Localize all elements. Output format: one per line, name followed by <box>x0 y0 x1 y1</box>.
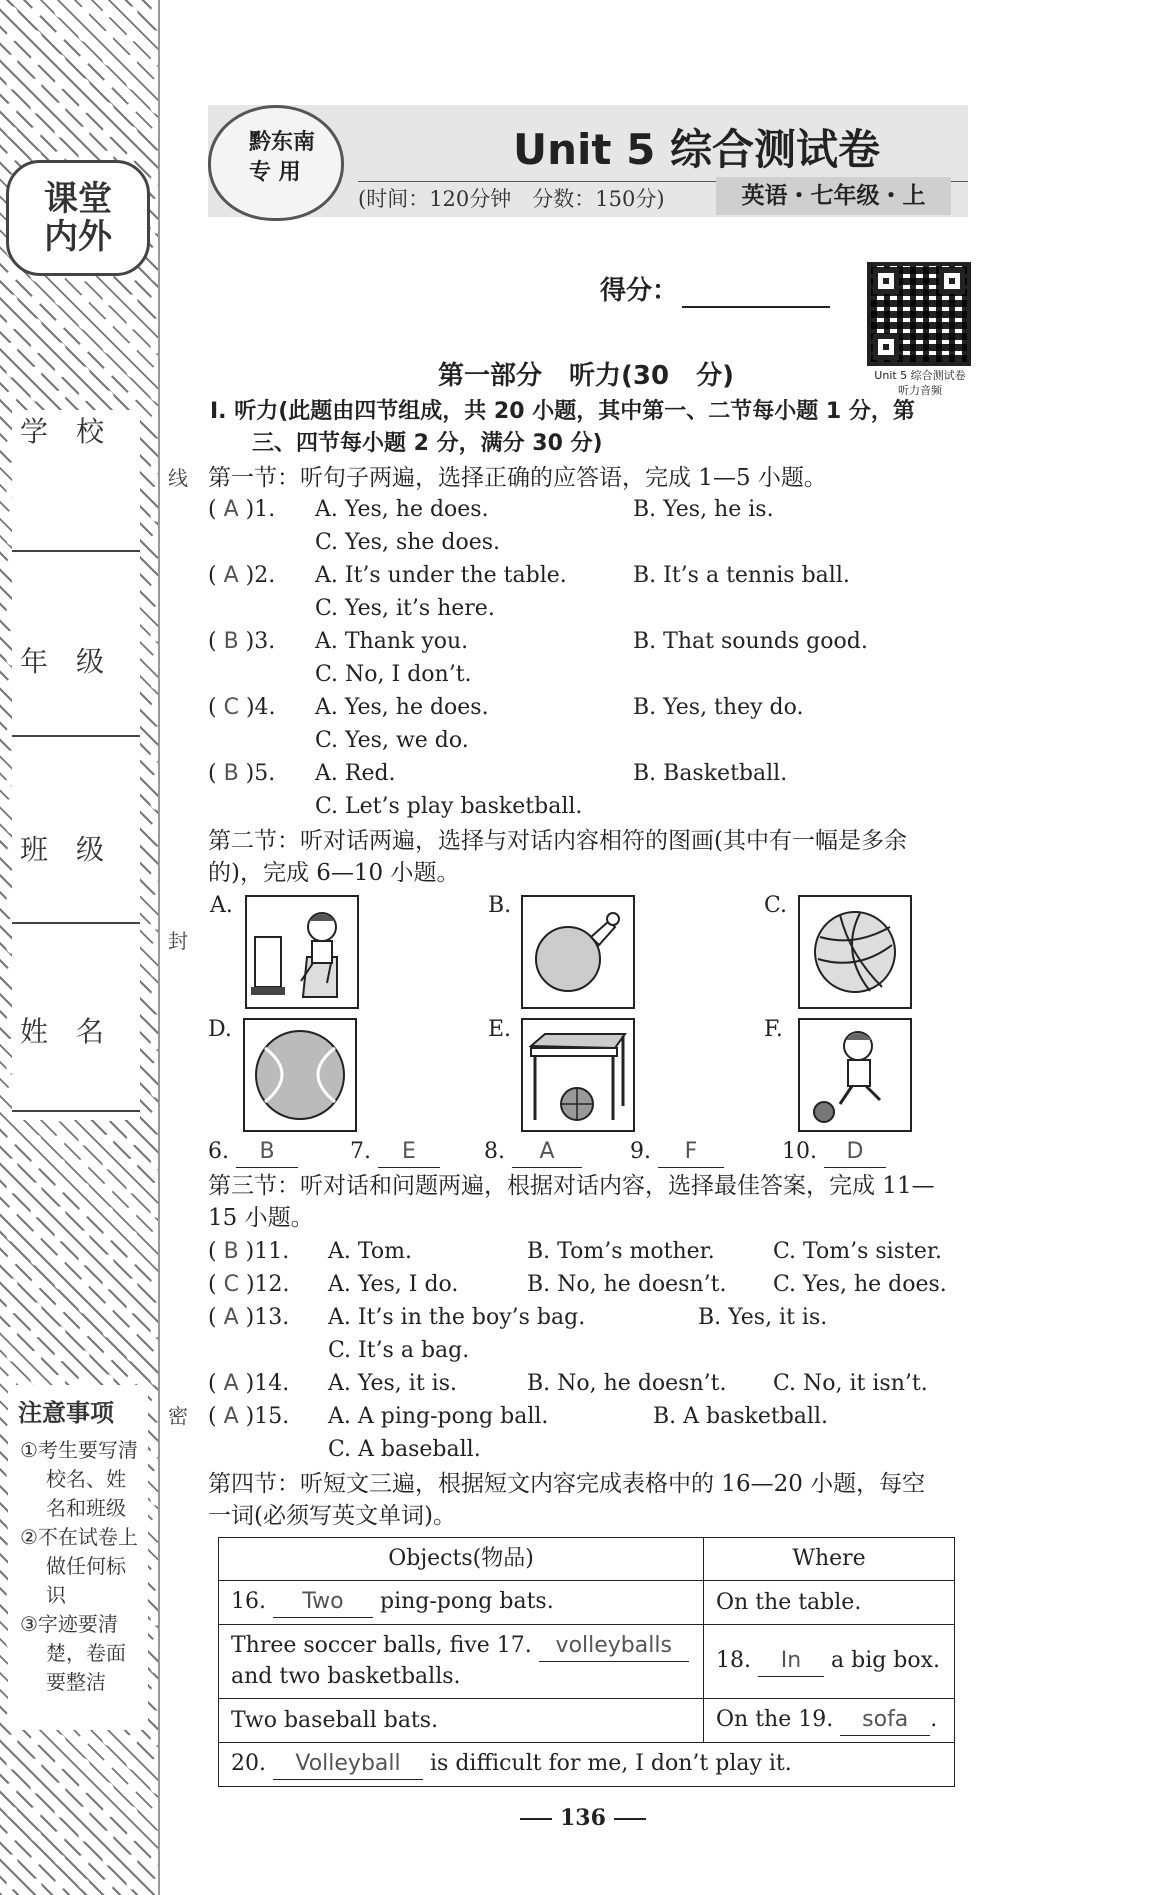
s2-heading-line-2: 的)，完成 6—10 小题。 <box>208 860 460 886</box>
notes-panel <box>8 1385 148 1730</box>
part-title: 第一部分 听力(30 分) <box>438 361 735 391</box>
answer-18-blank[interactable]: In <box>758 1646 824 1677</box>
q11-option-b: B. Tom’s mother. <box>527 1239 715 1264</box>
qr-code[interactable] <box>867 262 971 366</box>
r18-num: 18. <box>716 1648 751 1673</box>
table-row <box>219 1699 955 1743</box>
r17-text-1: Three soccer balls, five 17. <box>231 1633 532 1658</box>
q5-option-c: C. Let’s play basketball. <box>315 794 583 819</box>
q2-option-c: C. Yes, it’s here. <box>315 596 495 621</box>
brand-logo <box>6 160 150 276</box>
question-15: ( A )15. <box>208 1404 290 1429</box>
q13-option-c: C. It’s a bag. <box>328 1338 470 1363</box>
q3-option-c: C. No, I don’t. <box>315 662 472 687</box>
soccer-boy-icon <box>800 1020 910 1130</box>
row18-where <box>704 1625 955 1699</box>
answer-13: A <box>223 1305 239 1330</box>
s1-heading: 第一节：听句子两遍，选择正确的应答语，完成 1—5 小题。 <box>208 465 827 491</box>
qr-caption-line-2: 听力音频 <box>898 384 942 397</box>
s2-heading-line-1: 第二节：听对话两遍，选择与对话内容相符的图画(其中有一幅是多余 <box>208 828 907 854</box>
q14-option-a: A. Yes, it is. <box>328 1371 457 1396</box>
q1-option-c: C. Yes, she does. <box>315 530 501 555</box>
tennis-ball-icon <box>245 1020 355 1130</box>
q5-option-b: B. Basketball. <box>633 761 788 786</box>
r20-text: is difficult for me, I don’t play it. <box>430 1751 792 1776</box>
objects-table <box>218 1537 955 1787</box>
note-item: ③字迹要清楚，卷面要整洁 <box>20 1612 126 1694</box>
answer-1: A <box>223 497 239 522</box>
q12-option-c: C. Yes, he does. <box>773 1272 947 1297</box>
a10-blank[interactable]: D <box>824 1137 886 1168</box>
q2-option-b: B. It’s a tennis ball. <box>633 563 850 588</box>
table-row <box>219 1581 955 1625</box>
q15-num: )15. <box>245 1404 290 1429</box>
question-5: ( B )5. <box>208 761 276 786</box>
score-field <box>600 270 830 308</box>
q4-num: )4. <box>245 695 276 720</box>
a8-blank[interactable]: A <box>512 1137 582 1168</box>
name-line[interactable] <box>12 1110 140 1112</box>
q1-option-a: A. Yes, he does. <box>315 497 489 522</box>
a9-num: 9. <box>630 1139 651 1164</box>
answer-20-blank[interactable]: Volleyball <box>273 1749 423 1780</box>
a10-num: 10. <box>782 1139 817 1164</box>
region-badge <box>208 105 344 221</box>
answer-14: A <box>223 1371 239 1396</box>
picture-b-ping-pong-bat[interactable] <box>521 895 635 1009</box>
q3-option-a: A. Thank you. <box>315 629 469 654</box>
q14-num: )14. <box>245 1371 290 1396</box>
answer-15: A <box>223 1404 239 1429</box>
binding-mark-line: 线 <box>168 466 188 490</box>
badge-line-2: 专 用 <box>249 160 301 185</box>
r17-text-2: and two basketballs. <box>231 1664 461 1689</box>
answer-16-blank[interactable]: Two <box>273 1587 373 1618</box>
q4-option-a: A. Yes, he does. <box>315 695 489 720</box>
qr-finder <box>939 268 965 294</box>
q2-num: )2. <box>245 563 276 588</box>
field-school: 学校 <box>19 415 132 448</box>
picture-e-ball-under-table[interactable] <box>521 1018 635 1132</box>
question-3: ( B )3. <box>208 629 276 654</box>
table-row <box>219 1625 955 1699</box>
picture-a-tv-watching[interactable] <box>245 895 359 1009</box>
volleyball-icon <box>800 897 910 1007</box>
ping-pong-bat-icon <box>523 897 633 1007</box>
field-name: 姓名 <box>19 1015 132 1048</box>
logo-line-1: 课堂 <box>44 179 112 219</box>
s3-heading-line-2: 15 小题。 <box>208 1205 314 1231</box>
q14-option-b: B. No, he doesn’t. <box>527 1371 727 1396</box>
field-grade: 年级 <box>19 645 132 678</box>
qr-caption-line-1: Unit 5 综合测试卷 <box>874 369 966 382</box>
question-14: ( A )14. <box>208 1371 290 1396</box>
q4-option-b: B. Yes, they do. <box>633 695 804 720</box>
a6-num: 6. <box>208 1139 229 1164</box>
score-blank[interactable] <box>682 276 830 308</box>
q12-option-b: B. No, he doesn’t. <box>527 1272 727 1297</box>
answer-3: B <box>223 629 239 654</box>
class-line[interactable] <box>12 922 140 924</box>
page-title: Unit 5 综合测试卷 <box>513 125 880 174</box>
picture-label-c: C. <box>764 893 788 918</box>
q11-num: )11. <box>245 1239 290 1264</box>
question-13: ( A )13. <box>208 1305 290 1330</box>
q3-option-b: B. That sounds good. <box>633 629 868 654</box>
answer-5: B <box>223 761 239 786</box>
s4-heading-line-2: 一词(必须写英文单词)。 <box>208 1503 456 1529</box>
row19-object: Two baseball bats. <box>219 1699 704 1743</box>
q1-num: )1. <box>245 497 276 522</box>
q4-option-c: C. Yes, we do. <box>315 728 469 753</box>
q13-num: )13. <box>245 1305 290 1330</box>
answers-6-10 <box>208 1137 886 1168</box>
s4-heading-line-1: 第四节：听短文三遍，根据短文内容完成表格中的 16—20 小题，每空 <box>208 1471 926 1497</box>
picture-label-b: B. <box>488 893 512 918</box>
strip-edge-line <box>158 0 160 1895</box>
answer-12: C <box>223 1272 239 1297</box>
badge-text <box>249 128 315 188</box>
a8-num: 8. <box>484 1139 505 1164</box>
a7-num: 7. <box>350 1139 371 1164</box>
picture-f-boy-playing-soccer[interactable] <box>798 1018 912 1132</box>
question-2: ( A )2. <box>208 563 276 588</box>
s3-heading-line-1: 第三节：听对话和问题两遍，根据对话内容，选择最佳答案，完成 11— <box>208 1173 935 1199</box>
q15-option-c: C. A baseball. <box>328 1437 481 1462</box>
section-intro-line-1: Ⅰ. 听力(此题由四节组成，共 20 小题，其中第一、二节每小题 1 分，第 <box>210 399 915 424</box>
score-label: 得分： <box>600 276 679 306</box>
answer-11: B <box>223 1239 239 1264</box>
note-item: ①考生要写清校名、姓名和班级 <box>20 1438 138 1520</box>
notes-title: 注意事项 <box>18 1399 114 1427</box>
q11-option-a: A. Tom. <box>328 1239 412 1264</box>
q12-option-a: A. Yes, I do. <box>328 1272 459 1297</box>
qr-finder <box>873 334 899 360</box>
q13-option-b: B. Yes, it is. <box>698 1305 828 1330</box>
q13-option-a: A. It’s in the boy’s bag. <box>328 1305 586 1330</box>
question-11: ( B )11. <box>208 1239 290 1264</box>
tv-watching-icon <box>247 897 357 1007</box>
page-number: 136 <box>560 1805 606 1831</box>
binding-mark-secret: 密 <box>168 1404 188 1428</box>
col-objects-header: Objects(物品) <box>219 1538 704 1581</box>
r19-text: On the 19. <box>716 1707 834 1732</box>
picture-label-d: D. <box>208 1017 232 1042</box>
row16-object <box>219 1581 704 1625</box>
table-header-row <box>219 1538 955 1581</box>
table-row <box>219 1743 955 1787</box>
a7-blank[interactable]: E <box>378 1137 440 1168</box>
q15-option-a: A. A ping-pong ball. <box>328 1404 549 1429</box>
logo-line-2: 内外 <box>44 217 112 257</box>
binding-mark-seal: 封 <box>168 929 188 953</box>
r16-num: 16. <box>231 1589 266 1614</box>
q5-option-a: A. Red. <box>315 761 396 786</box>
field-class: 班级 <box>19 833 132 866</box>
student-info-fields <box>12 410 140 1120</box>
answer-2: A <box>223 563 239 588</box>
section-intro-line-2: 三、四节每小题 2 分，满分 30 分) <box>252 431 603 456</box>
q2-option-a: A. It’s under the table. <box>315 563 567 588</box>
row17-object <box>219 1625 704 1699</box>
question-1: ( A )1. <box>208 497 276 522</box>
qr-caption <box>858 368 982 398</box>
answer-19-blank[interactable]: sofa <box>840 1705 930 1736</box>
row16-where: On the table. <box>704 1581 955 1625</box>
picture-d-tennis-ball[interactable] <box>243 1018 357 1132</box>
qr-finder <box>873 268 899 294</box>
a6-blank[interactable]: B <box>236 1137 298 1168</box>
school-line[interactable] <box>12 550 140 552</box>
r19-end: . <box>930 1707 938 1732</box>
header-banner <box>208 105 968 217</box>
row20 <box>219 1743 955 1787</box>
r16-text: ping-pong bats. <box>380 1589 554 1614</box>
badge-line-1: 黔东南 <box>249 130 316 155</box>
picture-label-e: E. <box>488 1017 512 1042</box>
subject-tab: 英语・七年级・上 <box>716 177 951 215</box>
q3-num: )3. <box>245 629 276 654</box>
answer-4: C <box>223 695 239 720</box>
grade-line[interactable] <box>12 735 140 737</box>
picture-c-volleyball[interactable] <box>798 895 912 1009</box>
question-4: ( C )4. <box>208 695 276 720</box>
question-12: ( C )12. <box>208 1272 290 1297</box>
answer-17-blank[interactable]: volleyballs <box>539 1631 689 1662</box>
q14-option-c: C. No, it isn’t. <box>773 1371 928 1396</box>
row19-where <box>704 1699 955 1743</box>
q1-option-b: B. Yes, he is. <box>633 497 774 522</box>
r18-text: a big box. <box>831 1648 941 1673</box>
r20-num: 20. <box>231 1751 266 1776</box>
q15-option-b: B. A basketball. <box>653 1404 828 1429</box>
q5-num: )5. <box>245 761 276 786</box>
picture-label-a: A. <box>210 893 233 918</box>
exam-meta: (时间：120分钟 分数：150分) <box>358 187 665 211</box>
table-ball-icon <box>523 1020 633 1130</box>
a9-blank[interactable]: F <box>658 1137 724 1168</box>
picture-label-f: F. <box>764 1017 783 1042</box>
note-item: ②不在试卷上做任何标识 <box>20 1525 138 1607</box>
col-where-header: Where <box>704 1538 955 1581</box>
q12-num: )12. <box>245 1272 290 1297</box>
q11-option-c: C. Tom’s sister. <box>773 1239 942 1264</box>
